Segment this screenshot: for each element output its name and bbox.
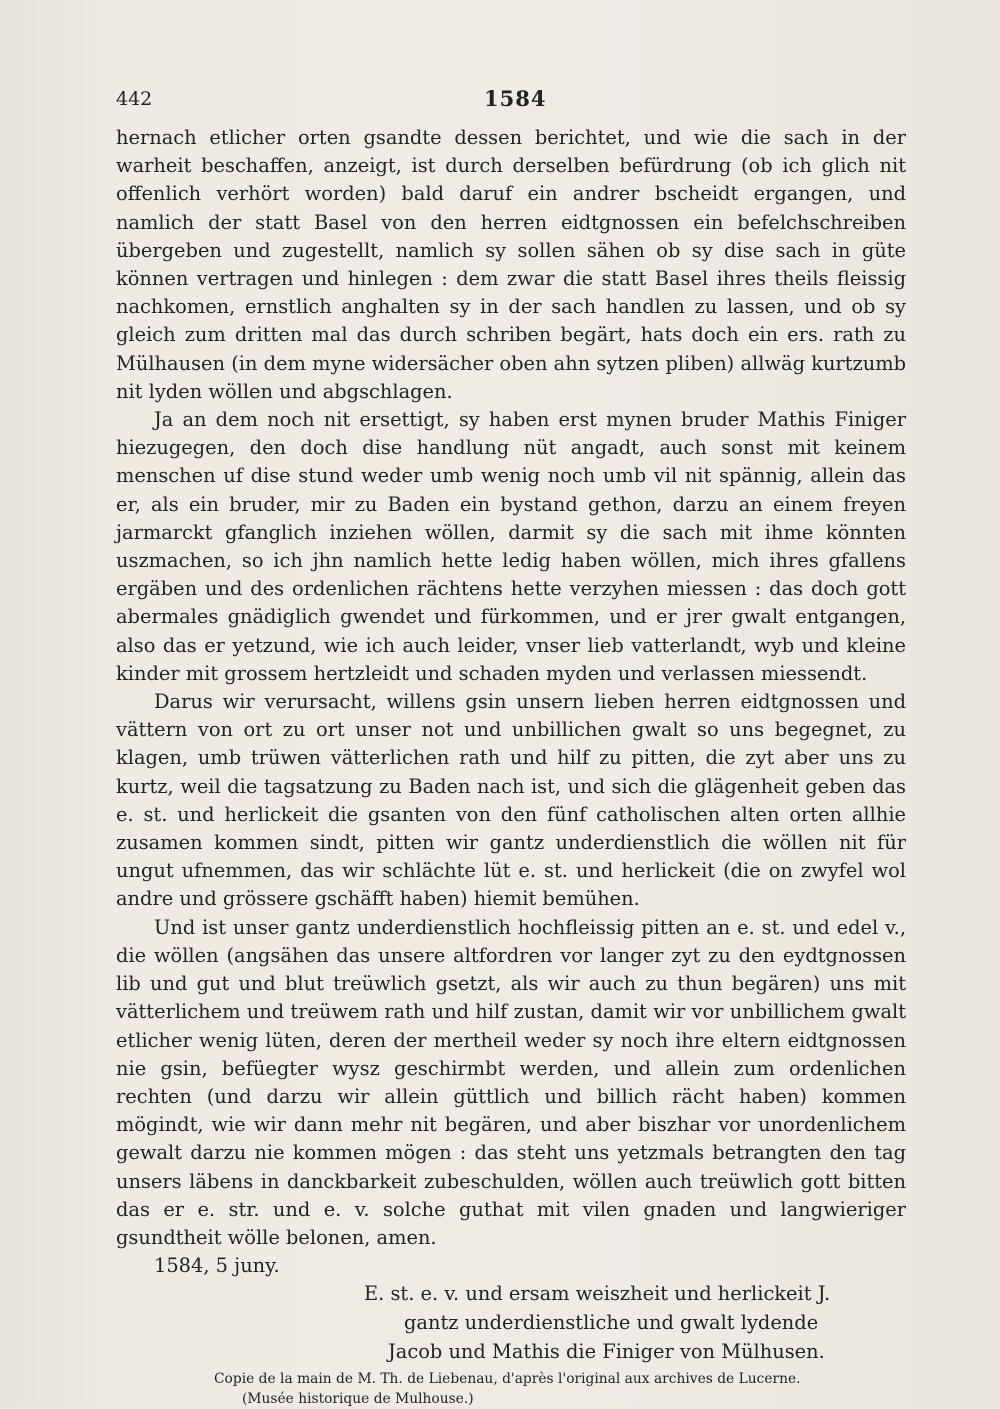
paragraph-4: Und ist unser gantz underdienstlich hochfleissig pitten an e. st. und edel v., die wöllen (angsähen das unsere altfordren vor langer zyt zu den eydtgnossen lib und gut und blut treüwlich gsetzt, als wir auch zu thun begären) uns mit vätterlichem und treüwem rath und hilf zustan, damit wir vor unbillichem gwalt etlicher wenig lüten, deren der mertheil weder sy noch ihre eltern eidtgnossen nie gsin, befüegter wysz geschirmbt werden, und allein zum ordenlichen rechten (und darzu wir allein güttlich und billich rächt haben) kommen mögindt, wie wir dann mehr nit begären, und aber biszhar vor unordenlichem gewalt darzu nie kommen mögen : das steht uns yetzmals betrangten den tag unsers läbens in danckbarkeit zubeschulden, wöllen auch treüwlich gott bitten das er e. str. und e. v. solche guthat mit vilen gnaden und langwieriger gsundtheit wölle belonen, amen. (116, 915, 906, 1249)
page-number: 442 (116, 88, 153, 110)
source-note-line-1: Copie de la main de M. Th. de Liebenau, d'après l'original aux archives de Lucerne. (214, 1370, 801, 1387)
document-body (116, 124, 906, 1409)
signature-block (364, 1280, 906, 1366)
signature-line-2: gantz underdienstliche und gwalt lydende (404, 1311, 819, 1335)
paragraph-3: Darus wir verursacht, willens gsin unsern lieben herren eidtgnossen und vättern von ort zu ort unser not und unbillichen gwalt so uns begegnet, zu klagen, umb trüwen vätterlichen rath und hilf zu pitten, die zyt aber uns zu kurtz, weil die tagsatzung zu Baden nach ist, und sich die glägenheit geben das e. st. und herlickeit die gsanten von den fünf catholischen alten orten allhie zusamen kommen sindt, pitten wir gantz underdienstlich die wöllen nit für ungut ufnemmen, das wir schlächte lüt e. st. und herlickeit (die on zwyfel wol andre und grössere gschäfft haben) hiemit bemühen. (116, 690, 906, 911)
source-note-line-2: (Musée historique de Mulhouse.) (242, 1390, 474, 1407)
signature-line-1: E. st. e. v. und ersam weiszheit und herlickeit J. (364, 1282, 831, 1306)
signature-line-3: Jacob und Mathis die Finiger von Mülhusen. (388, 1339, 825, 1363)
letter-date: 1584, 5 juny. (154, 1254, 280, 1278)
page-year-heading: 1584 (484, 86, 547, 111)
page-header (116, 88, 906, 112)
paragraph-2: Ja an dem noch nit ersettigt, sy haben erst mynen bruder Mathis Finiger hiezugegen, den doch dise handlung nüt angadt, auch sonst mit keinem menschen uf dise stund weder umb wenig noch umb vil nit spännig, allein das er, als ein bruder, mir zu Baden ein bystand gethon, darzu an einem freyen jarmarckt gfanglich inziehen wöllen, darmit sy die sach mit ihme könnten uszmachen, so ich jhn namlich hette ledig haben wöllen, mich ihres gfallens ergäben und des ordenlichen rächtens hette verzyhen miessen : das doch gott abermales gnädiglich gwendet und fürkommen, und er jrer gwalt entgangen, also das er yetzund, wie ich auch leider, vnser lieb vatterlandt, wyb und kleine kinder mit grossem hertzleidt und schaden myden und verlassen miessendt. (116, 408, 906, 685)
source-note (214, 1369, 906, 1409)
paragraph-1: hernach etlicher orten gsandte dessen berichtet, und wie die sach in der warheit beschaffen, anzeigt, ist durch derselben befürdrung (ob ich glich nit offenlich verhört worden) bald daruf ein andrer bscheidt ergangen, und namlich der statt Basel von den herren eidtgnossen ein befelchschreiben übergeben und zugestellt, namlich sy sollen sähen ob sy dise sach in güte können vertragen und hinlegen : dem zwar die statt Basel ihres theils fleissig nachkomen, ernstlich anghalten sy in der sach handlen zu lassen, und ob sy gleich zum dritten mal das durch schriben begärt, hats doch ein ers. rath zu Mülhausen (in dem myne widersächer oben ahn sytzen pliben) allwäg kurtzumb nit lyden wöllen und abgschlagen. (116, 126, 906, 403)
